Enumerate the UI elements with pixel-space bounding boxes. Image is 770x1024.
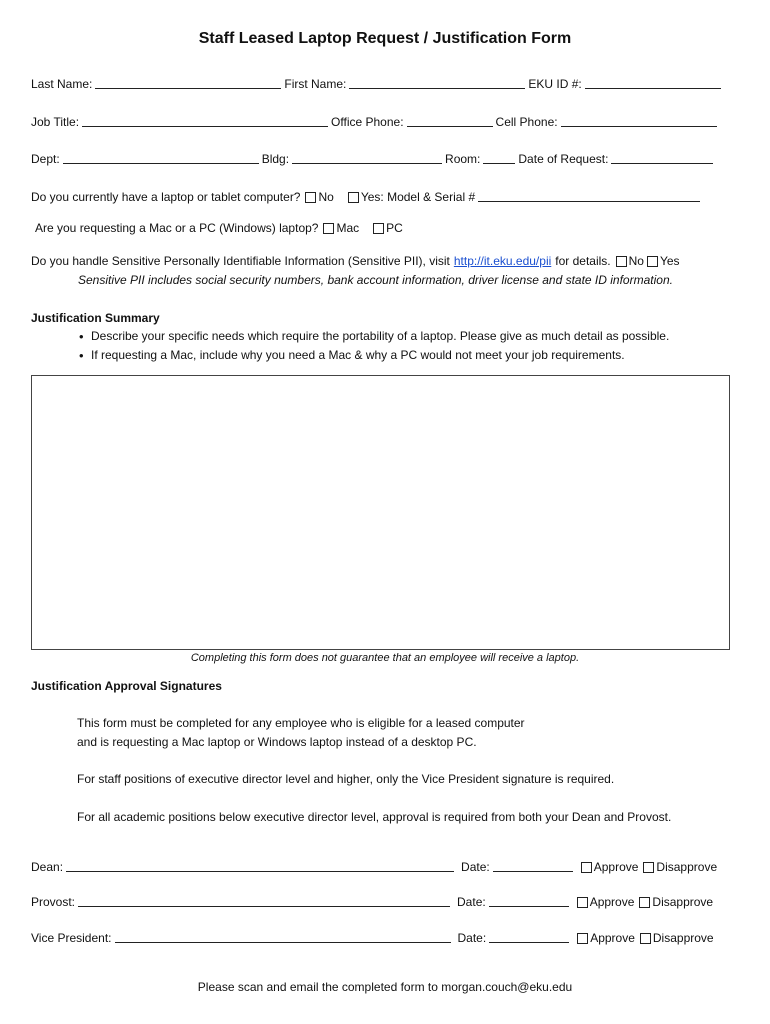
pii-suffix: for details.: [555, 254, 611, 268]
pii-yes-label: Yes: [659, 254, 680, 268]
justification-bullet: • If requesting a Mac, include why you need a Mac & why a PC would not meet your job requirements.: [91, 348, 625, 362]
provost-date-label: Date:: [457, 895, 486, 909]
form-title: Staff Leased Laptop Request / Justification Form: [198, 30, 572, 47]
model-serial-field[interactable]: [478, 189, 700, 202]
name-row: [31, 76, 730, 91]
eku-id-label: EKU ID #:: [528, 77, 582, 91]
provost-signature-field[interactable]: [78, 894, 450, 907]
pii-note: Sensitive PII includes social security numbers, bank account information, driver license and state ID information.: [78, 273, 673, 287]
current-no-checkbox[interactable]: [305, 192, 316, 203]
location-row: [31, 151, 730, 166]
pii-row: [31, 254, 730, 268]
mac-pc-question: Are you requesting a Mac or a PC (Windows) laptop?: [35, 221, 319, 235]
current-device-row: [31, 189, 730, 204]
current-yes-checkbox[interactable]: [348, 192, 359, 203]
current-yes-label: Yes: Model & Serial #: [360, 190, 476, 204]
vp-date-field[interactable]: [489, 930, 569, 943]
provost-label: Provost:: [31, 895, 76, 909]
vp-disapprove-label: Disapprove: [652, 931, 714, 945]
mac-pc-row: [35, 221, 730, 235]
provost-disapprove-label: Disapprove: [652, 895, 714, 909]
date-of-request-label: Date of Request:: [518, 152, 609, 166]
dean-signature-row: [31, 859, 730, 874]
current-device-question: Do you currently have a laptop or tablet computer?: [31, 190, 301, 204]
vp-disapprove-checkbox[interactable]: [640, 933, 651, 944]
job-row: [31, 114, 730, 129]
approval-para1-line2: and is requesting a Mac laptop or Windows laptop instead of a desktop PC.: [77, 735, 477, 749]
pc-label: PC: [386, 221, 403, 235]
dean-signature-field[interactable]: [66, 859, 454, 872]
office-phone-label: Office Phone:: [331, 115, 404, 129]
mac-checkbox[interactable]: [323, 223, 334, 234]
vp-signature-field[interactable]: [115, 930, 451, 943]
last-name-field[interactable]: [95, 76, 281, 89]
vp-label: Vice President:: [31, 931, 112, 945]
room-label: Room:: [445, 152, 481, 166]
justification-textarea[interactable]: [31, 375, 730, 650]
approval-para1-line1: This form must be completed for any employee who is eligible for a leased computer: [77, 716, 525, 730]
dean-disapprove-label: Disapprove: [656, 860, 718, 874]
room-field[interactable]: [483, 151, 515, 164]
job-title-field[interactable]: [82, 114, 328, 127]
provost-approve-checkbox[interactable]: [577, 897, 588, 908]
dean-approve-checkbox[interactable]: [581, 862, 592, 873]
approval-para3: For all academic positions below executive director level, approval is required from both your Dean and Provost.: [77, 810, 672, 824]
vp-date-label: Date:: [457, 931, 487, 945]
dean-label: Dean:: [31, 860, 64, 874]
last-name-label: Last Name:: [31, 77, 93, 91]
pii-no-checkbox[interactable]: [616, 256, 627, 267]
bldg-field[interactable]: [292, 151, 442, 164]
provost-approve-label: Approve: [589, 895, 635, 909]
pii-no-label: No: [628, 254, 644, 268]
pii-link[interactable]: http://it.eku.edu/pii: [453, 254, 552, 268]
approval-para2: For staff positions of executive director level and higher, only the Vice President signature is required.: [77, 772, 615, 786]
provost-date-field[interactable]: [489, 894, 569, 907]
job-title-label: Job Title:: [31, 115, 80, 129]
pii-question: Do you handle Sensitive Personally Identifiable Information (Sensitive PII), visit: [31, 254, 450, 268]
eku-id-field[interactable]: [585, 76, 721, 89]
approval-heading: Justification Approval Signatures: [31, 679, 222, 693]
dept-label: Dept:: [31, 152, 60, 166]
bldg-label: Bldg:: [261, 152, 290, 166]
pii-yes-checkbox[interactable]: [647, 256, 658, 267]
dean-approve-label: Approve: [593, 860, 639, 874]
pc-checkbox[interactable]: [373, 223, 384, 234]
footer-instructions: Please scan and email the completed form to morgan.couch@eku.edu: [197, 980, 573, 994]
first-name-label: First Name:: [284, 77, 347, 91]
disclaimer: Completing this form does not guarantee that an employee will receive a laptop.: [190, 652, 580, 664]
current-no-label: No: [318, 190, 334, 204]
justification-bullet: • Describe your specific needs which require the portability of a laptop. Please give as much detail as possible.: [91, 329, 669, 343]
justification-heading: Justification Summary: [31, 311, 160, 325]
vp-approve-checkbox[interactable]: [577, 933, 588, 944]
mac-label: Mac: [336, 221, 360, 235]
vp-approve-label: Approve: [590, 931, 635, 945]
cell-phone-label: Cell Phone:: [495, 115, 558, 129]
date-of-request-field[interactable]: [611, 151, 713, 164]
cell-phone-field[interactable]: [561, 114, 717, 127]
provost-disapprove-checkbox[interactable]: [639, 897, 650, 908]
dean-date-field[interactable]: [493, 859, 573, 872]
provost-signature-row: [31, 894, 730, 909]
dept-field[interactable]: [63, 151, 259, 164]
dean-date-label: Date:: [461, 860, 490, 874]
first-name-field[interactable]: [349, 76, 525, 89]
vp-signature-row: [31, 930, 730, 945]
dean-disapprove-checkbox[interactable]: [643, 862, 654, 873]
office-phone-field[interactable]: [407, 114, 493, 127]
